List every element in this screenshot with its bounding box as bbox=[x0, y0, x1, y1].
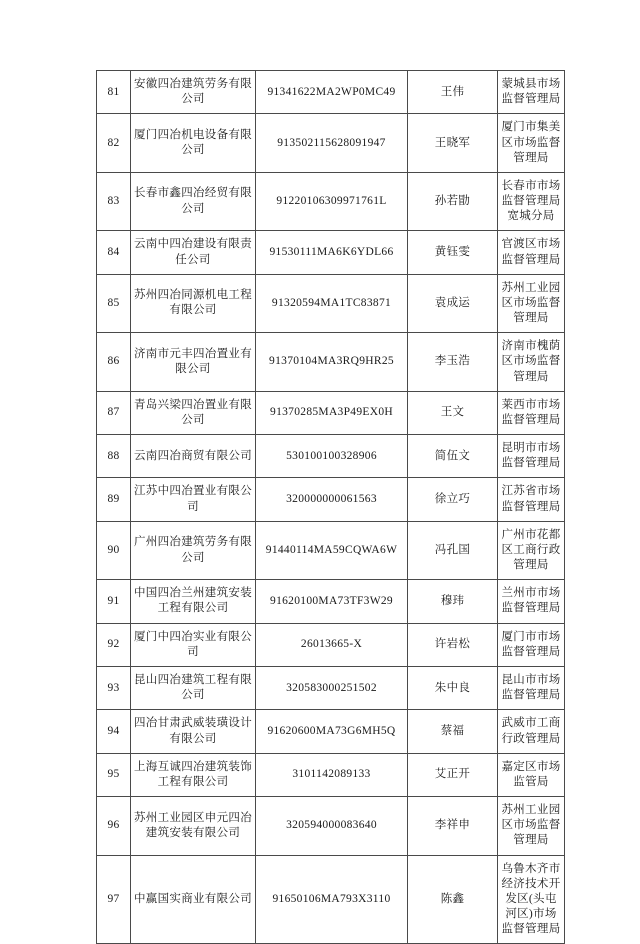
table-row bbox=[97, 478, 565, 521]
registration-authority: 莱西市市场监督管理局 bbox=[498, 391, 565, 434]
legal-representative: 李玉浩 bbox=[408, 333, 498, 392]
company-name: 苏州工业园区申元四冶建筑安装有限公司 bbox=[131, 797, 256, 856]
row-index: 86 bbox=[97, 333, 131, 392]
table-row bbox=[97, 710, 565, 753]
legal-representative: 王伟 bbox=[408, 71, 498, 114]
table-row bbox=[97, 666, 565, 709]
credit-code: 320583000251502 bbox=[256, 666, 408, 709]
legal-representative: 李祥申 bbox=[408, 797, 498, 856]
row-index: 82 bbox=[97, 114, 131, 173]
registration-authority: 武威市工商行政管理局 bbox=[498, 710, 565, 753]
table-row bbox=[97, 391, 565, 434]
legal-representative: 朱中良 bbox=[408, 666, 498, 709]
registration-authority: 昆明市市场监督管理局 bbox=[498, 435, 565, 478]
registration-authority: 厦门市市场监督管理局 bbox=[498, 623, 565, 666]
legal-representative: 蔡福 bbox=[408, 710, 498, 753]
row-index: 85 bbox=[97, 274, 131, 333]
credit-code: 91620100MA73TF3W29 bbox=[256, 580, 408, 623]
company-name: 云南四冶商贸有限公司 bbox=[131, 435, 256, 478]
credit-code: 91650106MA793X3110 bbox=[256, 855, 408, 944]
registration-authority: 乌鲁木齐市经济技术开发区(头屯河区)市场监督管理局 bbox=[498, 855, 565, 944]
credit-code: 91320594MA1TC83871 bbox=[256, 274, 408, 333]
legal-representative: 艾正开 bbox=[408, 753, 498, 796]
table-row bbox=[97, 114, 565, 173]
row-index: 97 bbox=[97, 855, 131, 944]
legal-representative: 陈鑫 bbox=[408, 855, 498, 944]
registry-table bbox=[96, 70, 565, 944]
row-index: 96 bbox=[97, 797, 131, 856]
row-index: 94 bbox=[97, 710, 131, 753]
legal-representative: 许岩松 bbox=[408, 623, 498, 666]
company-name: 安徽四冶建筑劳务有限公司 bbox=[131, 71, 256, 114]
legal-representative: 袁成运 bbox=[408, 274, 498, 333]
table-row bbox=[97, 274, 565, 333]
legal-representative: 黄钰雯 bbox=[408, 231, 498, 274]
credit-code: 91341622MA2WP0MC49 bbox=[256, 71, 408, 114]
credit-code: 91370285MA3P49EX0H bbox=[256, 391, 408, 434]
table-row bbox=[97, 797, 565, 856]
credit-code: 530100100328906 bbox=[256, 435, 408, 478]
table-row bbox=[97, 623, 565, 666]
legal-representative: 简伍文 bbox=[408, 435, 498, 478]
table-row bbox=[97, 855, 565, 944]
row-index: 83 bbox=[97, 172, 131, 231]
row-index: 93 bbox=[97, 666, 131, 709]
registration-authority: 广州市花都区工商行政管理局 bbox=[498, 521, 565, 580]
company-name: 广州四冶建筑劳务有限公司 bbox=[131, 521, 256, 580]
company-name: 云南中四冶建设有限责任公司 bbox=[131, 231, 256, 274]
registration-authority: 兰州市市场监督管理局 bbox=[498, 580, 565, 623]
table-row bbox=[97, 231, 565, 274]
company-name: 济南市元丰四冶置业有限公司 bbox=[131, 333, 256, 392]
registration-authority: 厦门市集美区市场监督管理局 bbox=[498, 114, 565, 173]
credit-code: 26013665-X bbox=[256, 623, 408, 666]
registration-authority: 昆山市市场监督管理局 bbox=[498, 666, 565, 709]
row-index: 88 bbox=[97, 435, 131, 478]
credit-code: 91530111MA6K6YDL66 bbox=[256, 231, 408, 274]
company-name: 中国四冶兰州建筑安装工程有限公司 bbox=[131, 580, 256, 623]
credit-code: 913502115628091947 bbox=[256, 114, 408, 173]
registration-authority: 长春市市场监督管理局宽城分局 bbox=[498, 172, 565, 231]
legal-representative: 孙若勖 bbox=[408, 172, 498, 231]
company-name: 江苏中四冶置业有限公司 bbox=[131, 478, 256, 521]
company-name: 长春市鑫四冶经贸有限公司 bbox=[131, 172, 256, 231]
registration-authority: 济南市槐荫区市场监督管理局 bbox=[498, 333, 565, 392]
legal-representative: 王晓军 bbox=[408, 114, 498, 173]
registration-authority: 江苏省市场监督管理局 bbox=[498, 478, 565, 521]
registration-authority: 官渡区市场监督管理局 bbox=[498, 231, 565, 274]
legal-representative: 冯孔国 bbox=[408, 521, 498, 580]
credit-code: 91220106309971761L bbox=[256, 172, 408, 231]
legal-representative: 徐立巧 bbox=[408, 478, 498, 521]
row-index: 84 bbox=[97, 231, 131, 274]
credit-code: 91440114MA59CQWA6W bbox=[256, 521, 408, 580]
row-index: 92 bbox=[97, 623, 131, 666]
company-name: 四冶甘肃武威装璜设计有限公司 bbox=[131, 710, 256, 753]
company-name: 苏州四冶同源机电工程有限公司 bbox=[131, 274, 256, 333]
row-index: 81 bbox=[97, 71, 131, 114]
registry-table-container bbox=[96, 70, 564, 944]
table-row bbox=[97, 333, 565, 392]
table-row bbox=[97, 521, 565, 580]
legal-representative: 穆玮 bbox=[408, 580, 498, 623]
registration-authority: 蒙城县市场监督管理局 bbox=[498, 71, 565, 114]
company-name: 青岛兴梁四冶置业有限公司 bbox=[131, 391, 256, 434]
credit-code: 91370104MA3RQ9HR25 bbox=[256, 333, 408, 392]
credit-code: 91620600MA73G6MH5Q bbox=[256, 710, 408, 753]
row-index: 95 bbox=[97, 753, 131, 796]
row-index: 91 bbox=[97, 580, 131, 623]
company-name: 中赢国实商业有限公司 bbox=[131, 855, 256, 944]
registration-authority: 苏州工业园区市场监督管理局 bbox=[498, 797, 565, 856]
credit-code: 3101142089133 bbox=[256, 753, 408, 796]
company-name: 厦门四冶机电设备有限公司 bbox=[131, 114, 256, 173]
registration-authority: 苏州工业园区市场监督管理局 bbox=[498, 274, 565, 333]
registration-authority: 嘉定区市场监管局 bbox=[498, 753, 565, 796]
row-index: 90 bbox=[97, 521, 131, 580]
table-row bbox=[97, 172, 565, 231]
credit-code: 320000000061563 bbox=[256, 478, 408, 521]
row-index: 87 bbox=[97, 391, 131, 434]
table-row bbox=[97, 71, 565, 114]
legal-representative: 王文 bbox=[408, 391, 498, 434]
registry-table-body bbox=[97, 71, 565, 944]
table-row bbox=[97, 580, 565, 623]
company-name: 上海互诚四冶建筑装饰工程有限公司 bbox=[131, 753, 256, 796]
table-row bbox=[97, 435, 565, 478]
table-row bbox=[97, 753, 565, 796]
company-name: 厦门中四冶实业有限公司 bbox=[131, 623, 256, 666]
credit-code: 320594000083640 bbox=[256, 797, 408, 856]
company-name: 昆山四冶建筑工程有限公司 bbox=[131, 666, 256, 709]
row-index: 89 bbox=[97, 478, 131, 521]
